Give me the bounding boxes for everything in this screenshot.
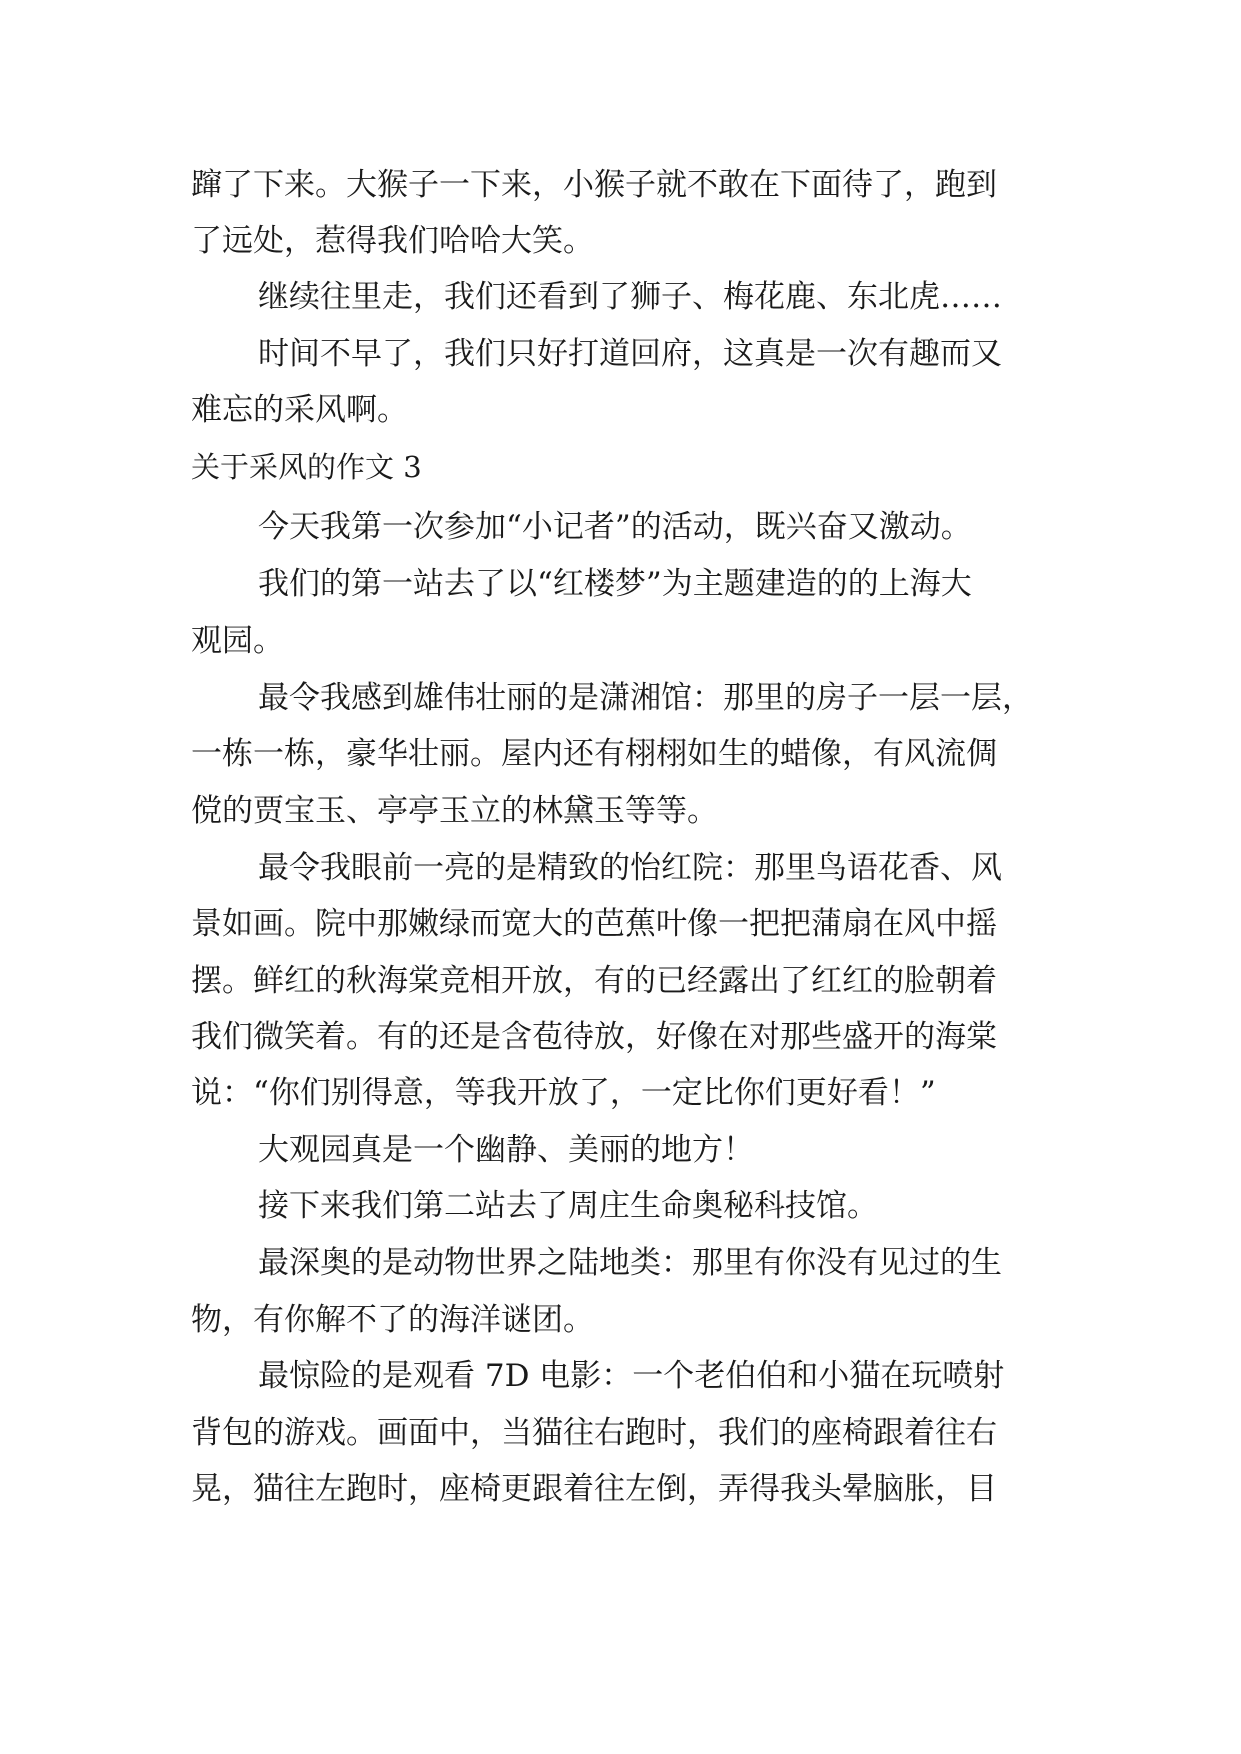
text-line: 晃，猫往左跑时，座椅更跟着往左倒，弄得我头晕脑胀，目 [191,1471,997,1507]
text-line: 景如画。院中那嫩绿而宽大的芭蕉叶像一把把蒲扇在风中摇 [191,906,997,942]
paragraph-line: 我们的第一站去了以“红楼梦”为主题建造的的上海大 [258,566,972,602]
text-line: 难忘的采风啊。 [191,392,408,428]
paragraph-line: 时间不早了，我们只好打道回府，这真是一次有趣而又 [258,336,1002,372]
text-line: 物，有你解不了的海洋谜团。 [191,1302,594,1338]
text-line: 摆。鲜红的秋海棠竞相开放，有的已经露出了红红的脸朝着 [191,963,997,999]
text-line: 我们微笑着。有的还是含苞待放，好像在对那些盛开的海棠 [191,1019,997,1055]
paragraph-line: 最令我感到雄伟壮丽的是潇湘馆：那里的房子一层一层， [258,680,1033,716]
text-line: 观园。 [191,623,284,659]
text-line: 傥的贾宝玉、亭亭玉立的林黛玉等等。 [191,793,718,829]
section-title: 关于采风的作文 3 [191,450,422,484]
text-line: 说：“你们别得意，等我开放了，一定比你们更好看！” [191,1075,936,1111]
paragraph-line: 最令我眼前一亮的是精致的怡红院：那里鸟语花香、风 [258,850,1002,886]
paragraph-line: 最深奥的是动物世界之陆地类：那里有你没有见过的生 [258,1245,1002,1281]
paragraph-line: 接下来我们第二站去了周庄生命奥秘科技馆。 [258,1188,878,1224]
text-line: 蹿了下来。大猴子一下来，小猴子就不敢在下面待了，跑到 [191,167,997,203]
text-line: 了远处，惹得我们哈哈大笑。 [191,223,594,259]
paragraph-line: 大观园真是一个幽静、美丽的地方！ [258,1132,754,1168]
paragraph-line: 今天我第一次参加“小记者”的活动，既兴奋又激动。 [258,509,972,545]
paragraph-line: 继续往里走，我们还看到了狮子、梅花鹿、东北虎…… [258,279,1002,315]
text-line: 一栋一栋，豪华壮丽。屋内还有栩栩如生的蜡像，有风流倜 [191,736,997,772]
paragraph-line: 最惊险的是观看 7D 电影：一个老伯伯和小猫在玩喷射 [258,1358,1005,1394]
text-line: 背包的游戏。画面中，当猫往右跑时，我们的座椅跟着往右 [191,1415,997,1451]
